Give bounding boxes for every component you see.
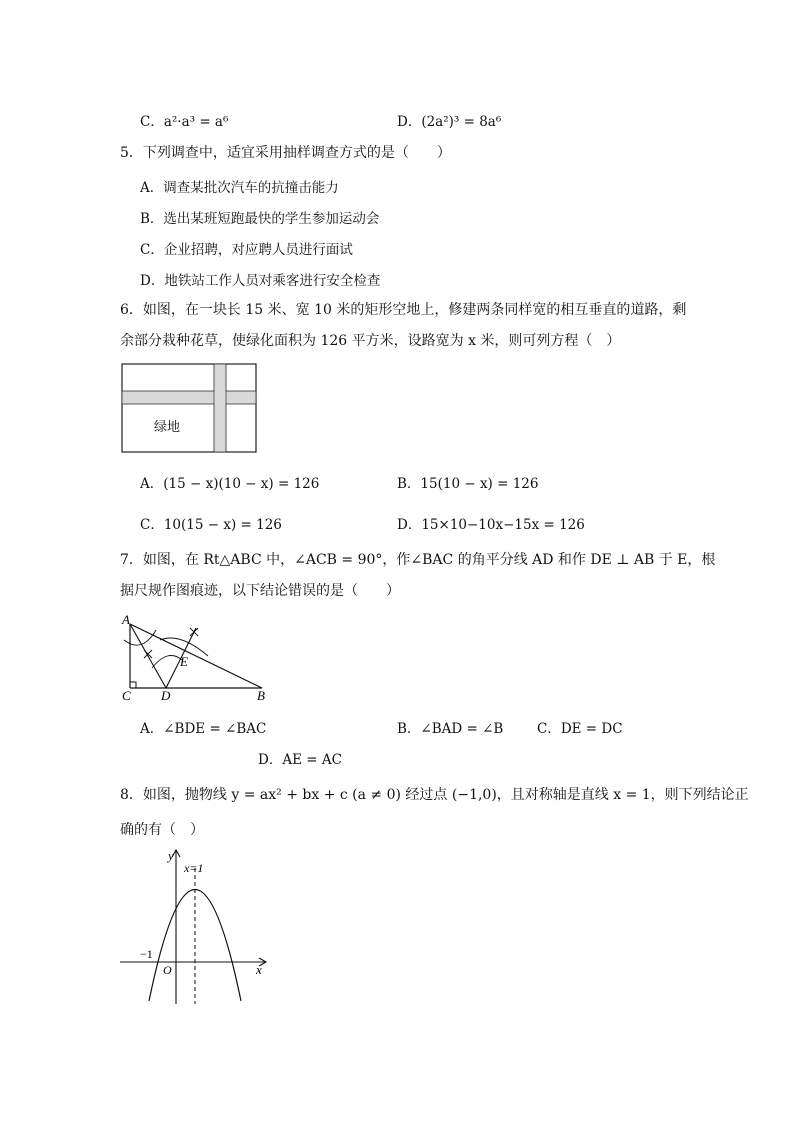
q7-label-d: D — [161, 688, 171, 703]
q5-option-d: D．地铁站工作人员对乘客进行安全检查 — [140, 273, 381, 289]
q6-option-a: A．(15 − x)(10 − x) = 126 — [140, 476, 320, 492]
q5-option-c: C．企业招聘，对应聘人员进行面试 — [140, 242, 353, 258]
q8-stem-line1: 8．如图，抛物线 y = ax² + bx + c (a ≠ 0) 经过点 (−1,0)，且对称轴是直线 x = 1，则下列结论正 — [120, 787, 749, 803]
q7-option-c: C．DE = DC — [537, 721, 623, 737]
q7-stem-line1: 7．如图，在 Rt△ABC 中，∠ACB = 90°，作∠BAC 的角平分线 AD 和作 DE ⊥ AB 于 E，根 — [120, 552, 716, 568]
q6-stem-line1: 6．如图，在一块长 15 米、宽 10 米的矩形空地上，修建两条同样宽的相互垂直的道路，剩 — [120, 302, 687, 318]
q8-y-label: y — [168, 848, 174, 863]
q8-x-label: x — [256, 962, 262, 977]
q6-stem-line2: 余部分栽种花草，使绿化面积为 126 平方米，设路宽为 x 米，则可列方程（ ） — [120, 333, 621, 349]
q7-label-e: E — [180, 654, 188, 669]
q8-axis-label: x=1 — [184, 861, 204, 875]
q7-option-b: B．∠BAD = ∠B — [397, 721, 504, 737]
q7-option-a: A．∠BDE = ∠BAC — [140, 721, 267, 737]
q5-option-a: A．调查某批次汽车的抗撞击能力 — [140, 180, 339, 196]
q7-label-b: B — [257, 688, 265, 703]
q7-label-c: C — [122, 688, 131, 703]
q6-option-d: D．15×10−10x−15x = 126 — [397, 517, 585, 533]
q6-figure-label: 绿地 — [154, 420, 181, 435]
q8-origin-label: O — [163, 963, 172, 977]
q8-parabola-graph — [116, 846, 276, 1010]
q5-option-b: B．选出某班短跑最快的学生参加运动会 — [140, 211, 380, 227]
q7-triangle-figure — [116, 610, 276, 706]
q6-option-b: B．15(10 − x) = 126 — [397, 476, 539, 492]
q6-option-c: C．10(15 − x) = 126 — [140, 517, 282, 533]
q7-option-d: D．AE = AC — [258, 752, 342, 768]
q6-field-figure — [118, 360, 262, 456]
q7-label-a: A — [122, 612, 130, 627]
q8-neg-one-label: −1 — [140, 947, 153, 961]
q4-option-c: C．a²·a³ = a⁶ — [140, 114, 229, 130]
q4-option-d: D．(2a²)³ = 8a⁶ — [397, 114, 502, 130]
q5-stem: 5．下列调查中，适宜采用抽样调查方式的是（ ） — [120, 145, 451, 161]
q7-stem-line2: 据尺规作图痕迹，以下结论错误的是（ ） — [120, 583, 400, 599]
q8-stem-line2: 确的有（ ） — [120, 822, 204, 838]
